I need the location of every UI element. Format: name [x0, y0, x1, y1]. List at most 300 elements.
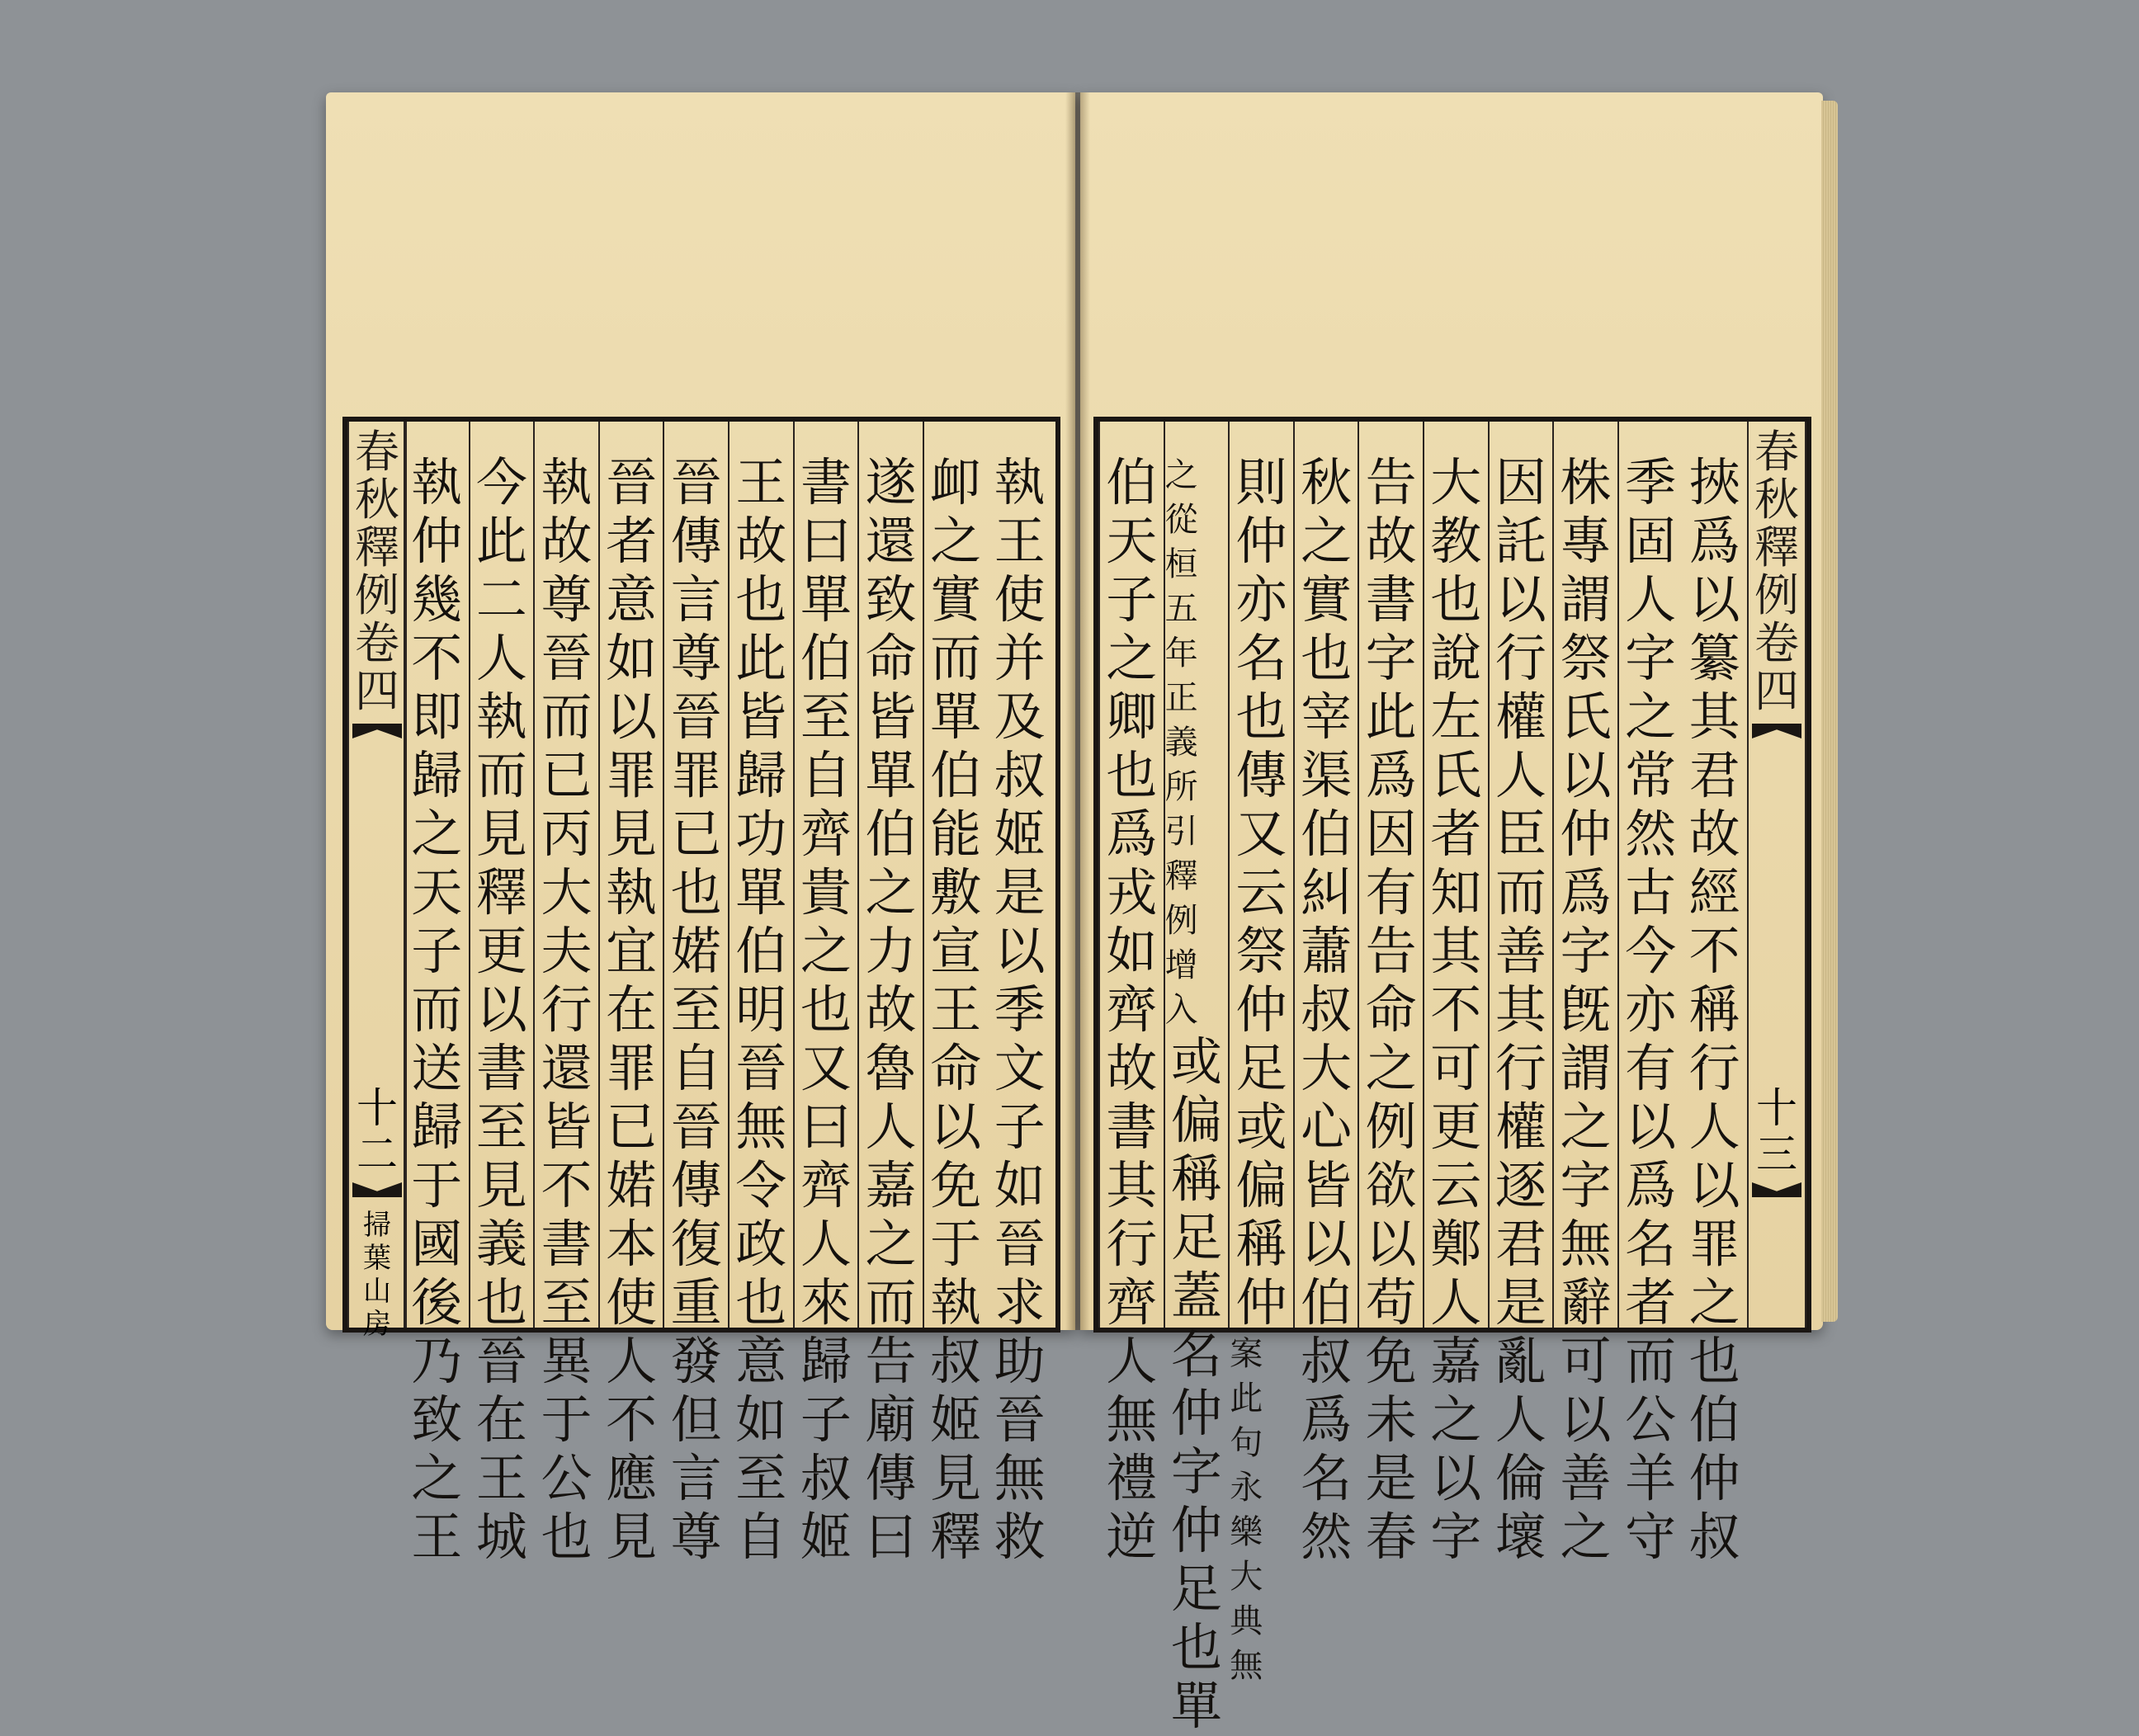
- glyph: 其: [1688, 686, 1740, 747]
- glyph: 于: [541, 1389, 593, 1450]
- glyph: 晉: [475, 1331, 527, 1391]
- note-line: [1165, 453, 1229, 765]
- glyph: 之: [800, 921, 852, 981]
- glyph: 來: [800, 1272, 852, 1333]
- glyph: 大: [541, 862, 593, 922]
- glyph: 仲: [1688, 1448, 1740, 1508]
- glyph: 五: [1164, 590, 1198, 628]
- glyph: 廟: [865, 1389, 917, 1450]
- glyph: 人: [1494, 1389, 1546, 1450]
- glyph: 例: [1754, 569, 1799, 621]
- glyph: 者: [606, 511, 658, 571]
- glyph: 仲: [1235, 511, 1287, 571]
- glyph: 名: [1625, 1214, 1677, 1274]
- glyph: 致: [865, 569, 917, 630]
- glyph: 于: [930, 1214, 982, 1274]
- glyph: 亂: [1494, 1331, 1546, 1391]
- glyph: 釋: [475, 862, 527, 922]
- glyph: 書: [541, 1214, 593, 1274]
- glyph: 也: [1430, 569, 1482, 630]
- glyph: 之: [1430, 1389, 1482, 1450]
- glyph: 然: [1301, 1507, 1353, 1567]
- glyph: 丙: [541, 804, 593, 864]
- note-line: [1230, 1332, 1293, 1510]
- glyph: 以: [994, 921, 1046, 981]
- glyph: 句: [1230, 1424, 1263, 1462]
- glyph: 已: [606, 1097, 658, 1157]
- glyph: 皆: [865, 686, 917, 747]
- glyph: 二: [475, 569, 527, 630]
- glyph: 字: [1625, 628, 1677, 688]
- glyph: 春: [1365, 1507, 1417, 1567]
- right-banxin: [1747, 422, 1806, 1328]
- glyph: 書: [1106, 1097, 1158, 1157]
- glyph: 又: [800, 1038, 852, 1098]
- glyph: 常: [1625, 745, 1677, 805]
- glyph: 及: [994, 686, 1046, 747]
- glyph: 羊: [1625, 1448, 1677, 1508]
- glyph: 足: [1170, 1559, 1222, 1619]
- glyph: 尊: [541, 569, 593, 630]
- glyph: 人: [1688, 1097, 1740, 1157]
- glyph: 也: [1106, 745, 1158, 805]
- glyph: 齊: [1106, 1272, 1158, 1333]
- glyph: 之: [1365, 1038, 1417, 1098]
- text-column: [404, 422, 469, 1567]
- glyph: 典: [1230, 1602, 1263, 1640]
- glyph: 宣: [930, 921, 982, 981]
- glyph: 釋: [1754, 521, 1799, 573]
- glyph: 山: [363, 1275, 391, 1308]
- banxin-page-number: [1749, 1085, 1805, 1177]
- glyph: 守: [1625, 1507, 1677, 1567]
- interlinear-note: [1165, 453, 1229, 1032]
- glyph: 命: [1365, 979, 1417, 1040]
- glyph: 樂: [1230, 1513, 1263, 1551]
- glyph: 例: [355, 569, 399, 621]
- glyph: 不: [541, 1155, 593, 1215]
- glyph: 戎: [1106, 862, 1158, 922]
- glyph: 葉: [363, 1242, 391, 1275]
- glyph: 命: [930, 1038, 982, 1098]
- text-column: [663, 422, 728, 1567]
- glyph: 權: [1494, 1097, 1546, 1157]
- glyph: 遂: [865, 452, 917, 512]
- glyph: 皆: [735, 686, 787, 747]
- glyph: 云: [1430, 1155, 1482, 1215]
- glyph: 罪: [1688, 1214, 1740, 1274]
- glyph: 此: [475, 511, 527, 571]
- glyph: 執: [541, 452, 593, 512]
- note-line: [1165, 765, 1229, 1032]
- glyph: 三: [1756, 1130, 1797, 1178]
- glyph: 無: [1230, 1647, 1263, 1685]
- glyph: 書: [800, 452, 852, 512]
- glyph: 爲: [1365, 745, 1417, 805]
- glyph: 如: [735, 1389, 787, 1450]
- glyph: 執: [475, 686, 527, 747]
- glyph: 祭: [1235, 921, 1287, 981]
- glyph: 仲: [411, 511, 463, 571]
- glyph: 至: [800, 686, 852, 747]
- glyph: 天: [1106, 511, 1158, 571]
- glyph: 城: [475, 1507, 527, 1567]
- glyph: 伯: [930, 745, 982, 805]
- glyph: 叔: [994, 745, 1046, 805]
- glyph: 教: [1430, 511, 1482, 571]
- glyph: 叔: [800, 1448, 852, 1508]
- glyph: 叔: [1301, 1331, 1353, 1391]
- glyph: 皆: [541, 1097, 593, 1157]
- glyph: 因: [1365, 804, 1417, 864]
- glyph: 執: [930, 1272, 982, 1333]
- glyph: 晉: [994, 1214, 1046, 1274]
- glyph: 傳: [1235, 745, 1287, 805]
- glyph: 祭: [1560, 628, 1612, 688]
- glyph: 秋: [1754, 474, 1799, 526]
- glyph: 而: [541, 686, 593, 747]
- glyph: 則: [1235, 452, 1287, 512]
- glyph: 其: [1494, 979, 1546, 1040]
- glyph: 見: [475, 804, 527, 864]
- glyph: 齊: [800, 1155, 852, 1215]
- glyph: 送: [411, 1038, 463, 1098]
- glyph: 以: [1688, 1155, 1740, 1215]
- glyph: 而: [865, 1272, 917, 1333]
- glyph: 可: [1430, 1038, 1482, 1098]
- glyph: 無: [1560, 1214, 1612, 1274]
- glyph: 釋: [930, 1507, 982, 1567]
- glyph: 王: [411, 1507, 463, 1567]
- glyph: 偏: [1170, 1090, 1222, 1150]
- glyph: 或: [1235, 1097, 1287, 1157]
- glyph: 爲: [1560, 862, 1612, 922]
- glyph: 不: [411, 628, 463, 688]
- glyph: 也: [475, 1272, 527, 1333]
- interlinear-note: [1230, 1332, 1293, 1688]
- glyph: 無: [994, 1448, 1046, 1508]
- glyph: 知: [1430, 862, 1482, 922]
- open-book: [318, 83, 1836, 1736]
- fish-tail-mark-lower: [352, 1182, 402, 1197]
- glyph: 古: [1625, 862, 1677, 922]
- glyph: 增: [1164, 946, 1198, 984]
- glyph: 之: [865, 862, 917, 922]
- glyph: 臣: [1494, 804, 1546, 864]
- glyph: 字: [1430, 1507, 1482, 1567]
- text-column: [923, 422, 988, 1567]
- glyph: 之: [1560, 1097, 1612, 1157]
- glyph: 以: [1365, 1214, 1417, 1274]
- glyph: 使: [606, 1272, 658, 1333]
- glyph: 還: [865, 511, 917, 571]
- glyph: 謂: [1560, 569, 1612, 630]
- fish-tail-mark: [1752, 724, 1801, 738]
- banxin-page-number: [349, 1085, 405, 1177]
- glyph: 以: [1688, 569, 1740, 630]
- glyph: 子: [411, 921, 463, 981]
- glyph: 云: [1235, 862, 1287, 922]
- glyph: 而: [475, 745, 527, 805]
- glyph: 叔: [1688, 1507, 1740, 1567]
- glyph: 以: [606, 686, 658, 747]
- glyph: 人: [865, 1097, 917, 1157]
- glyph: 尊: [670, 1507, 722, 1567]
- glyph: 大: [1301, 1038, 1353, 1098]
- glyph: 公: [541, 1448, 593, 1508]
- glyph: 在: [606, 979, 658, 1040]
- glyph: 壞: [1494, 1507, 1546, 1567]
- glyph: 單: [865, 745, 917, 805]
- glyph: 叔: [930, 1331, 982, 1391]
- glyph: 王: [475, 1448, 527, 1508]
- glyph: 單: [800, 569, 852, 630]
- glyph: 仲: [1560, 804, 1612, 864]
- glyph: 者: [1625, 1272, 1677, 1333]
- glyph: 爲: [1301, 1389, 1353, 1450]
- glyph: 之: [1560, 1507, 1612, 1567]
- glyph: 以: [930, 1097, 982, 1157]
- text-column: [469, 422, 534, 1567]
- text-column: [987, 422, 1052, 1567]
- glyph: 罪: [670, 745, 722, 805]
- glyph: 四: [355, 665, 399, 717]
- glyph: 伯: [1301, 804, 1353, 864]
- glyph: 能: [930, 804, 982, 864]
- glyph: 名: [1235, 628, 1287, 688]
- glyph: 故: [1688, 804, 1740, 864]
- glyph: 又: [1235, 804, 1287, 864]
- glyph: 人: [606, 1331, 658, 1391]
- text-column: [1098, 422, 1164, 1567]
- glyph: 辭: [1560, 1272, 1612, 1333]
- glyph: 故: [541, 511, 593, 571]
- glyph: 告: [865, 1331, 917, 1391]
- text-column: [1423, 422, 1488, 1567]
- glyph: 之: [1106, 628, 1158, 688]
- text-column: [1552, 422, 1617, 1567]
- glyph: 足: [1170, 1207, 1222, 1267]
- text-column: [1617, 422, 1683, 1567]
- glyph: 天: [411, 862, 463, 922]
- glyph: 本: [606, 1214, 658, 1274]
- glyph: 卷: [1754, 617, 1799, 669]
- page-edges: [1821, 101, 1838, 1322]
- glyph: 政: [735, 1214, 787, 1274]
- glyph: 此: [1230, 1380, 1263, 1418]
- glyph: 以: [1560, 1389, 1612, 1450]
- glyph: 歸: [411, 745, 463, 805]
- glyph: 心: [1301, 1097, 1353, 1157]
- glyph: 致: [411, 1389, 463, 1450]
- glyph: 單: [930, 686, 982, 747]
- glyph: 叔: [1301, 979, 1353, 1040]
- glyph: 之: [411, 1448, 463, 1508]
- glyph: 見: [475, 1155, 527, 1215]
- glyph: 并: [994, 628, 1046, 688]
- glyph: 至: [541, 1272, 593, 1333]
- glyph: 之: [1625, 686, 1677, 747]
- glyph: 更: [475, 921, 527, 981]
- glyph: 氏: [1560, 686, 1612, 747]
- glyph: 十: [356, 1084, 398, 1132]
- glyph: 罪: [606, 745, 658, 805]
- glyph: 二: [356, 1130, 398, 1178]
- glyph: 執: [411, 452, 463, 512]
- glyph: 子: [994, 1097, 1046, 1157]
- glyph: 書: [475, 1038, 527, 1098]
- glyph: 今: [1625, 921, 1677, 981]
- glyph: 也: [1301, 628, 1353, 688]
- glyph: 自: [670, 1038, 722, 1098]
- glyph: 人: [1494, 745, 1546, 805]
- right-text-frame: [1093, 417, 1811, 1736]
- glyph: 晉: [994, 1389, 1046, 1450]
- glyph: 託: [1494, 511, 1546, 571]
- glyph: 不: [1430, 979, 1482, 1040]
- glyph: 之: [1164, 456, 1198, 494]
- glyph: 伯: [1106, 452, 1158, 512]
- glyph: 以: [475, 979, 527, 1040]
- glyph: 見: [606, 1507, 658, 1567]
- glyph: 明: [735, 979, 787, 1040]
- glyph: 名: [1170, 1324, 1222, 1385]
- glyph: 書: [1365, 569, 1417, 630]
- glyph: 卿: [1106, 686, 1158, 747]
- glyph: 王: [930, 979, 982, 1040]
- glyph: 十: [1756, 1084, 1797, 1132]
- glyph: 實: [1301, 569, 1353, 630]
- glyph: 氏: [1430, 745, 1482, 805]
- glyph: 執: [994, 452, 1046, 512]
- glyph: 者: [1430, 804, 1482, 864]
- text-column: [728, 422, 793, 1567]
- glyph: 也: [1688, 1331, 1740, 1391]
- glyph: 已: [670, 804, 722, 864]
- glyph: 之: [865, 1214, 917, 1274]
- glyph: 仲: [1235, 1272, 1287, 1333]
- glyph: 而: [930, 628, 982, 688]
- glyph: 助: [994, 1331, 1046, 1391]
- glyph: 歸: [735, 745, 787, 805]
- glyph: 罪: [606, 1038, 658, 1098]
- glyph: 然: [1625, 804, 1677, 864]
- banxin-publisher: [349, 1209, 405, 1341]
- text-column-with-notes: [1164, 422, 1229, 1736]
- glyph: 重: [670, 1272, 722, 1333]
- glyph: 房: [363, 1308, 391, 1341]
- glyph: 偏: [1235, 1155, 1287, 1215]
- glyph: 皆: [1301, 1155, 1353, 1215]
- glyph: 文: [994, 1038, 1046, 1098]
- glyph: 稱: [1170, 1149, 1222, 1209]
- glyph: 專: [1560, 511, 1612, 571]
- glyph: 執: [606, 862, 658, 922]
- glyph: 稱: [1688, 979, 1740, 1040]
- glyph: 行: [1106, 1214, 1158, 1274]
- glyph: 意: [735, 1331, 787, 1391]
- glyph: 挾: [1688, 452, 1740, 512]
- glyph: 不: [1688, 921, 1740, 981]
- glyph: 渠: [1301, 745, 1353, 805]
- glyph: 爲: [1688, 511, 1740, 571]
- glyph: 善: [1494, 921, 1546, 981]
- glyph: 逆: [1106, 1507, 1158, 1567]
- glyph: 鄭: [1430, 1214, 1482, 1274]
- glyph: 無: [1106, 1389, 1158, 1450]
- glyph: 也: [735, 1272, 787, 1333]
- glyph: 故: [1106, 1038, 1158, 1098]
- glyph: 見: [606, 804, 658, 864]
- glyph: 蓋: [1170, 1266, 1222, 1326]
- text-column: [533, 422, 598, 1567]
- glyph: 曰: [800, 1097, 852, 1157]
- text-column: [793, 422, 858, 1567]
- glyph: 行: [1494, 628, 1546, 688]
- glyph: 應: [606, 1448, 658, 1508]
- glyph: 纂: [1688, 628, 1740, 688]
- text-column: [1358, 422, 1423, 1567]
- glyph: 人: [1430, 1272, 1482, 1333]
- glyph: 故: [1365, 511, 1417, 571]
- glyph: 秋: [355, 474, 399, 526]
- glyph: 免: [930, 1155, 982, 1215]
- glyph: 善: [1560, 1448, 1612, 1508]
- glyph: 也: [1170, 1617, 1222, 1677]
- glyph: 夫: [541, 921, 593, 981]
- glyph: 伯: [1301, 1272, 1353, 1333]
- glyph: 桓: [1164, 545, 1198, 583]
- glyph: 正: [1164, 679, 1198, 717]
- glyph: 幾: [411, 569, 463, 630]
- glyph: 宰: [1301, 686, 1353, 747]
- glyph: 例: [1164, 902, 1198, 940]
- glyph: 可: [1560, 1331, 1612, 1391]
- glyph: 令: [735, 1155, 787, 1215]
- glyph: 字: [1560, 1155, 1612, 1215]
- text-column: [1293, 422, 1358, 1567]
- glyph: 至: [670, 979, 722, 1040]
- glyph: 仲: [1170, 1500, 1222, 1560]
- glyph: 卹: [930, 452, 982, 512]
- glyph: 曰: [865, 1507, 917, 1567]
- glyph: 掃: [363, 1209, 391, 1242]
- glyph: 也: [735, 569, 787, 630]
- glyph: 未: [1365, 1389, 1417, 1450]
- glyph: 或: [1170, 1031, 1222, 1092]
- glyph: 使: [994, 569, 1046, 630]
- fish-tail-mark: [352, 724, 402, 738]
- glyph: 例: [1365, 1097, 1417, 1157]
- glyph: 行: [1688, 1038, 1740, 1098]
- glyph: 是: [1494, 1272, 1546, 1333]
- glyph: 異: [541, 1331, 593, 1391]
- left-text-frame: [342, 417, 1060, 1567]
- glyph: 伯: [865, 804, 917, 864]
- glyph: 此: [735, 628, 787, 688]
- glyph: 貴: [800, 862, 852, 922]
- glyph: 自: [735, 1507, 787, 1567]
- glyph: 所: [1164, 768, 1198, 806]
- glyph: 稱: [1235, 1214, 1287, 1274]
- glyph: 仲: [1170, 1383, 1222, 1443]
- glyph: 大: [1230, 1558, 1263, 1596]
- glyph: 國: [411, 1214, 463, 1274]
- glyph: 案: [1230, 1335, 1263, 1373]
- glyph: 固: [1625, 511, 1677, 571]
- glyph: 秋: [1301, 452, 1353, 512]
- glyph: 義: [475, 1214, 527, 1274]
